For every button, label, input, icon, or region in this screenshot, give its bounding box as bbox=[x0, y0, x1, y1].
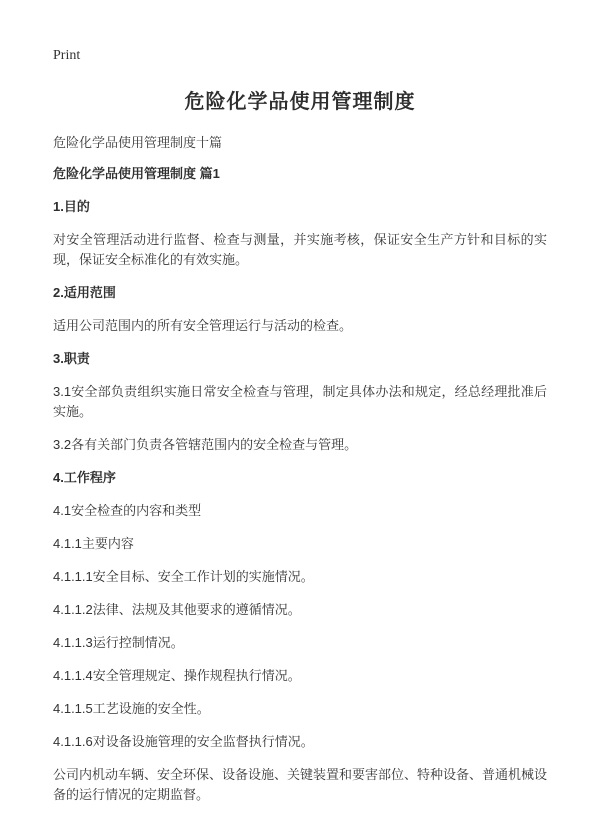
document-body bbox=[53, 164, 547, 805]
section-heading: 1.目的 bbox=[53, 199, 90, 214]
paragraph: 4.1.1.1安全目标、安全工作计划的实施情况。 bbox=[53, 569, 314, 584]
section-heading: 危险化学品使用管理制度 篇1 bbox=[53, 166, 220, 181]
page-title: 危险化学品使用管理制度 bbox=[184, 91, 416, 113]
paragraph: 4.1.1.3运行控制情况。 bbox=[53, 635, 184, 650]
paragraph: 公司内机动车辆、安全环保、设备设施、关键装置和要害部位、特种设备、普通机械设备的运行情况的定期监督。 bbox=[53, 767, 548, 802]
paragraph: 4.1.1.4安全管理规定、操作规程执行情况。 bbox=[53, 668, 301, 683]
paragraph: 4.1.1.5工艺设施的安全性。 bbox=[53, 701, 210, 716]
print-link[interactable]: Print bbox=[53, 48, 81, 63]
paragraph: 适用公司范围内的所有安全管理运行与活动的检查。 bbox=[53, 318, 353, 333]
paragraph: 对安全管理活动进行监督、检查与测量，并实施考核，保证安全生产方针和目标的实现，保证安全标准化的有效实施。 bbox=[53, 232, 547, 267]
section-heading: 3.职责 bbox=[53, 351, 90, 366]
section-heading: 2.适用范围 bbox=[53, 285, 116, 300]
section-heading: 4.工作程序 bbox=[53, 470, 116, 485]
document-subtitle: 危险化学品使用管理制度十篇 bbox=[53, 135, 223, 150]
paragraph: 4.1.1主要内容 bbox=[53, 536, 134, 551]
paragraph: 4.1.1.2法律、法规及其他要求的遵循情况。 bbox=[53, 602, 301, 617]
paragraph: 3.2各有关部门负责各管辖范围内的安全检查与管理。 bbox=[53, 437, 358, 452]
paragraph: 3.1安全部负责组织实施日常安全检查与管理，制定具体办法和规定，经总经理批准后实施。 bbox=[53, 384, 547, 419]
paragraph: 4.1安全检查的内容和类型 bbox=[53, 503, 202, 518]
paragraph: 4.1.1.6对设备设施管理的安全监督执行情况。 bbox=[53, 734, 314, 749]
